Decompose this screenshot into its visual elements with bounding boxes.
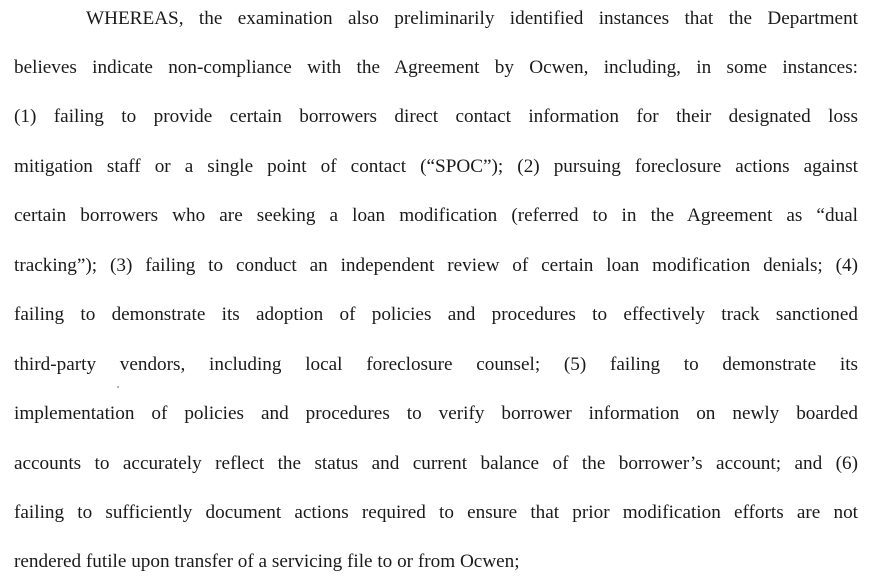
- paragraph-line-7: failing to demonstrate its adoption of policies and procedures to effectively track sanctioned: [14, 304, 858, 325]
- paragraph-line-6: tracking”); (3) failing to conduct an independent review of certain loan modification denials; (4): [14, 255, 858, 276]
- paragraph-line-9: implementation of policies and procedures to verify borrower information on newly boarded: [14, 403, 858, 424]
- paragraph-line-3: (1) failing to provide certain borrowers direct contact information for their designated loss: [14, 106, 858, 127]
- scan-speck: [117, 386, 119, 388]
- paragraph-line-4: mitigation staff or a single point of contact (“SPOC”); (2) pursuing foreclosure actions against: [14, 156, 858, 177]
- paragraph-line-8: third-party vendors, including local foreclosure counsel; (5) failing to demonstrate its: [14, 354, 858, 375]
- paragraph-line-2: believes indicate non-compliance with the Agreement by Ocwen, including, in some instances:: [14, 57, 858, 78]
- paragraph-line-10: accounts to accurately reflect the status and current balance of the borrower’s account; and (6): [14, 453, 858, 474]
- paragraph-line-1: WHEREAS, the examination also preliminarily identified instances that the Department: [86, 8, 858, 29]
- paragraph-line-12: rendered futile upon transfer of a servicing file to or from Ocwen;: [14, 551, 520, 572]
- paragraph-line-11: failing to sufficiently document actions required to ensure that prior modification efforts are not: [14, 502, 858, 523]
- paragraph-line-5: certain borrowers who are seeking a loan modification (referred to in the Agreement as “dual: [14, 205, 858, 226]
